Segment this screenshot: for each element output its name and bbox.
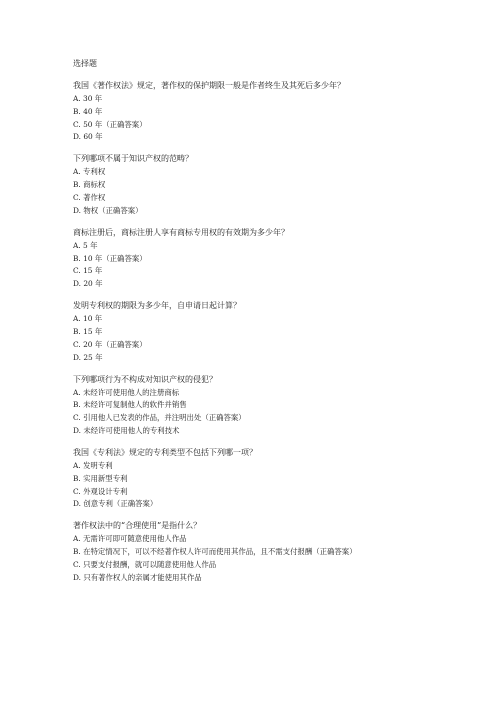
question-3 — [73, 228, 473, 289]
question-stem: 商标注册后，商标注册人享有商标专用权的有效期为多少年？ — [73, 227, 289, 237]
option-b: B. 未经许可复制他人的软件并销售 — [73, 400, 187, 410]
option-b: B. 商标权 — [73, 180, 106, 190]
option-a: A. 10 年 — [73, 314, 103, 324]
option-a: A. 5 年 — [73, 240, 98, 250]
option-a: A. 专利权 — [73, 167, 106, 177]
option-b: B. 实用新型专利 — [73, 473, 128, 483]
question-stem: 发明专利权的期限为多少年，自申请日起计算？ — [73, 301, 241, 311]
question-stem: 下列哪项不属于知识产权的范畴？ — [73, 154, 193, 164]
question-stem: 下列哪项行为不构成对知识产权的侵犯？ — [73, 374, 217, 384]
option-d: D. 创意专利（正确答案） — [73, 499, 158, 509]
option-b: B. 40 年 — [73, 106, 103, 116]
question-1 — [73, 81, 473, 142]
question-7 — [73, 521, 473, 582]
option-c: C. 50 年（正确答案） — [73, 119, 147, 129]
option-c: C. 只要支付报酬，就可以随意使用他人作品 — [73, 559, 217, 569]
option-c: C. 引用他人已发表的作品，并注明出处（正确答案） — [73, 413, 246, 423]
document-content — [73, 59, 473, 595]
option-c: C. 外观设计专利 — [73, 486, 128, 496]
question-6 — [73, 448, 473, 509]
question-stem: 我国《著作权法》规定，著作权的保护期限一般是作者终生及其死后多少年？ — [73, 81, 345, 90]
question-5 — [73, 375, 473, 436]
option-d: D. 60 年 — [73, 132, 103, 142]
option-c: C. 20 年（正确答案） — [73, 339, 147, 349]
option-d: D. 只有著作权人的亲属才能使用其作品 — [73, 572, 202, 582]
question-stem: 著作权法中的“合理使用”是指什么？ — [73, 521, 202, 531]
question-stem: 我国《专利法》规定的专利类型不包括下列哪一项？ — [73, 447, 257, 457]
option-b: B. 在特定情况下，可以不经著作权人许可而使用其作品，且不需支付报酬（正确答案） — [73, 547, 357, 557]
question-2 — [73, 154, 473, 215]
option-c: C. 15 年 — [73, 266, 103, 276]
option-c: C. 著作权 — [73, 192, 106, 202]
section-title: 选择题 — [73, 59, 97, 68]
option-b: B. 15 年 — [73, 326, 103, 336]
option-d: D. 25 年 — [73, 352, 103, 362]
option-a: A. 无需许可即可随意使用他人作品 — [73, 534, 187, 544]
option-a: A. 未经许可使用他人的注册商标 — [73, 387, 180, 397]
option-d: D. 未经许可使用他人的专利技术 — [73, 425, 180, 435]
question-4 — [73, 301, 473, 362]
option-a: A. 30 年 — [73, 94, 103, 103]
option-d: D. 物权（正确答案） — [73, 205, 143, 215]
option-b: B. 10 年（正确答案） — [73, 253, 147, 263]
option-a: A. 发明专利 — [73, 460, 113, 470]
option-d: D. 20 年 — [73, 279, 103, 289]
